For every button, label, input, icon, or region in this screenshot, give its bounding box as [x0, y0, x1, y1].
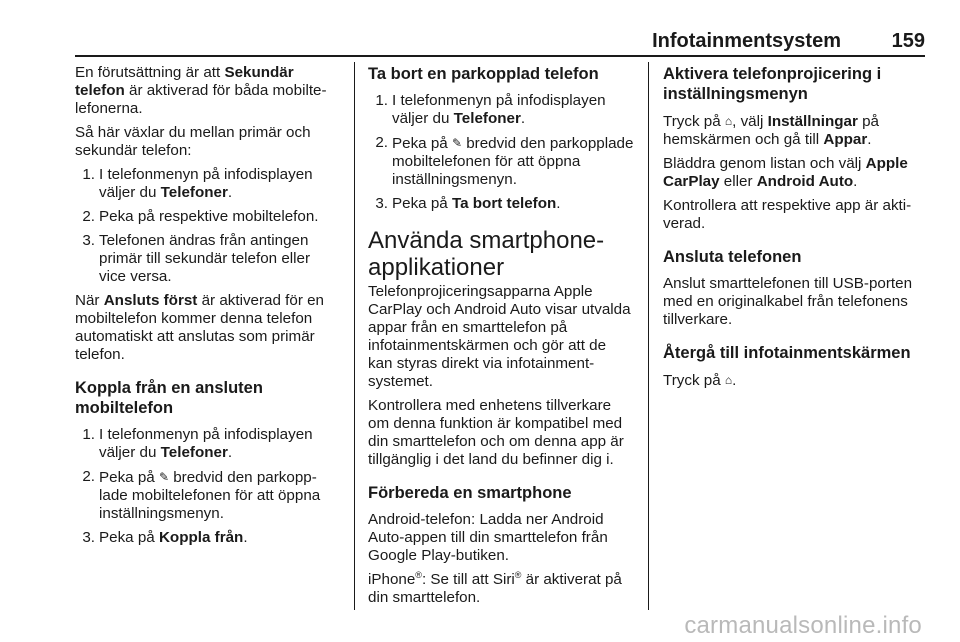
- column-3: [663, 64, 925, 396]
- paragraph: Android-telefon: Ladda ner Android Auto-appen till din smarttelefon från Google Play-butiken.: [368, 511, 608, 564]
- column-2: [368, 64, 634, 613]
- paragraph: Tryck på ⌂, välj Inställningar på hemskärmen och gå till Appar.: [663, 113, 880, 148]
- pencil-icon: ✎: [158, 470, 170, 484]
- paragraph: En förutsättning är att Sekundär telefon är aktiverad för båda mobiltelefonerna.: [75, 64, 327, 117]
- paragraph: iPhone®: Se till att Siri® är aktiverat på din smarttelefon.: [368, 569, 622, 606]
- chapter-heading: Använda smartphone-applikationer: [368, 227, 605, 281]
- paragraph: Så här växlar du mellan primär och sekundär telefon:: [75, 124, 311, 159]
- home-icon: ⌂: [724, 114, 733, 128]
- list-item: 2. Peka på ✎ bredvid den parkopplade mobiltelefonen för att öppna inställningsmenyn.: [82, 468, 321, 522]
- home-icon: ⌂: [724, 373, 733, 387]
- paragraph: När Ansluts först är aktiverad för en mobiltelefon kommer denna telefon automatiskt att anslutas som primär telefon.: [75, 292, 324, 363]
- column-divider: [648, 62, 649, 610]
- list-item: 3. Telefonen ändras från antingen primär till sekundär telefon eller vice versa.: [82, 232, 311, 285]
- section-heading: Ansluta telefonen: [663, 248, 802, 266]
- column-divider: [354, 62, 355, 610]
- paragraph: Tryck på ⌂.: [663, 372, 737, 389]
- list-item: 2. Peka på ✎ bredvid den parkopplade mobiltelefonen för att öppna inställningsmenyn.: [375, 134, 634, 188]
- list-item: 3. Peka på Koppla från.: [82, 529, 248, 546]
- steps-list: [75, 166, 340, 286]
- list-item: 1. I telefonmenyn på infodisplayen väljer du Telefoner.: [82, 166, 313, 201]
- list-item: 1. I telefonmenyn på infodisplayen väljer du Telefoner.: [82, 426, 313, 461]
- page-header: [75, 28, 925, 58]
- list-item: 3. Peka på Ta bort telefon.: [375, 195, 561, 212]
- section-heading: Förbereda en smartphone: [368, 484, 572, 502]
- section-heading: Återgå till infotainmentskärmen: [663, 344, 911, 362]
- header-rule: [75, 55, 925, 57]
- list-item: 2. Peka på respektive mobiltelefon.: [82, 208, 319, 225]
- section-heading: Koppla från en ansluten mobiltelefon: [75, 379, 263, 417]
- header-title: Infotainmentsystem: [652, 30, 841, 52]
- watermark: carmanualsonline.info: [684, 612, 922, 639]
- paragraph: Kontrollera att respektive app är aktiverad.: [663, 197, 912, 232]
- section-heading: Aktivera telefonprojicering i inställningsmenyn: [663, 65, 882, 103]
- page-number: 159: [891, 30, 925, 52]
- paragraph: Kontrollera med enhetens tillverkare om denna funktion är kompatibel med din smarttelefon och om denna app är tillgänglig i det land du befinner dig i.: [368, 397, 624, 468]
- list-item: 1. I telefonmenyn på infodisplayen väljer du Telefoner.: [375, 92, 606, 127]
- paragraph: Anslut smarttelefonen till USB-porten med en originalkabel från telefonens tillverkare.: [663, 275, 913, 328]
- steps-list: [75, 426, 340, 547]
- steps-list: [368, 92, 634, 213]
- pencil-icon: ✎: [451, 136, 463, 150]
- paragraph: Bläddra genom listan och välj Apple CarPlay eller Android Auto.: [663, 155, 908, 190]
- column-1: [75, 64, 340, 553]
- section-heading: Ta bort en parkopplad telefon: [368, 65, 599, 83]
- paragraph: Telefonprojiceringsapparna Apple CarPlay och Android Auto visar utvalda appar från en smarttelefon på infotainmentskärmen och gör att de kan styras direkt via infotainmentsystemet.: [368, 283, 631, 390]
